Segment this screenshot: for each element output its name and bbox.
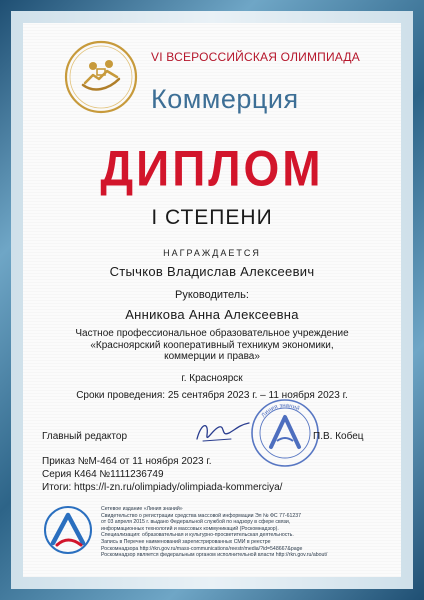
awarded-label: НАГРАЖДАЕТСЯ	[163, 248, 261, 258]
event-dates: Сроки проведения: 25 сентября 2023 г. – 11 ноября 2023 г.	[76, 390, 348, 401]
institution-line: Частное профессиональное образовательное учреждение	[75, 328, 349, 339]
institution-line: коммерции и права»	[164, 351, 260, 362]
publisher-logo-icon	[43, 505, 93, 555]
olympiad-title: VI ВСЕРОССИЙСКАЯ ОЛИМПИАДА	[151, 50, 360, 64]
city: г. Красноярск	[181, 373, 243, 384]
diploma-sheet	[23, 23, 401, 577]
olympiad-logo-icon	[63, 39, 139, 115]
publisher-info-line: Роскомнадзор является федеральным органом исполнительной власти http://rkn.gov.ru/about/	[101, 552, 328, 559]
publisher-info	[101, 506, 391, 559]
brand-title: Коммерция	[151, 84, 299, 114]
publisher-info-line: Роскомнадзора http://rkn.gov.ru/mass-communications/reestr/media/?id=548667&page	[101, 545, 303, 552]
institution-name	[43, 328, 381, 363]
supervisor-name: Анникова Анна Алексеевна	[125, 307, 299, 322]
stamp-text: Линия знаний	[260, 402, 301, 419]
supervisor-label: Руководитель:	[175, 289, 249, 301]
publisher-info-line: Запись в Перечне наименований зарегистрированных СМИ в реестре	[101, 538, 271, 545]
diploma-title: ДИПЛОМ	[100, 139, 324, 197]
recipient-name: Стычков Владислав Алексеевич	[109, 264, 315, 279]
publisher-info-line: Сетевое издание «Линия знаний»	[101, 506, 183, 512]
publisher-info-line: информационных технологий и массовых коммуникаций (Роскомнадзор).	[101, 525, 279, 532]
publisher-info-line: Свидетельство о регистрации средства массовой информации Эл № ФС 77-61237	[101, 512, 302, 519]
editor-label: Главный редактор	[42, 431, 128, 442]
diploma-degree: I СТЕПЕНИ	[151, 206, 273, 229]
publisher-info-line: от 03 апреля 2015 г. выдано Федеральной службой по надзору в сфере связи,	[101, 519, 291, 526]
order-line: Приказ №М-464 от 11 ноября 2023 г.	[42, 456, 212, 467]
stamp-icon	[249, 397, 321, 469]
editor-name: П.В. Кобец	[313, 431, 364, 442]
institution-line: «Красноярский кооперативный техникум экономики,	[90, 339, 334, 351]
results-link[interactable]: Итоги: https://l-zn.ru/olimpiady/olimpiada-kommerciya/	[42, 482, 283, 493]
series-line: Серия К464 №1111236749	[42, 469, 164, 480]
signature-icon	[191, 415, 255, 449]
publisher-info-line: Специализация: образовательная и культурно-просветительская деятельность.	[101, 532, 294, 539]
